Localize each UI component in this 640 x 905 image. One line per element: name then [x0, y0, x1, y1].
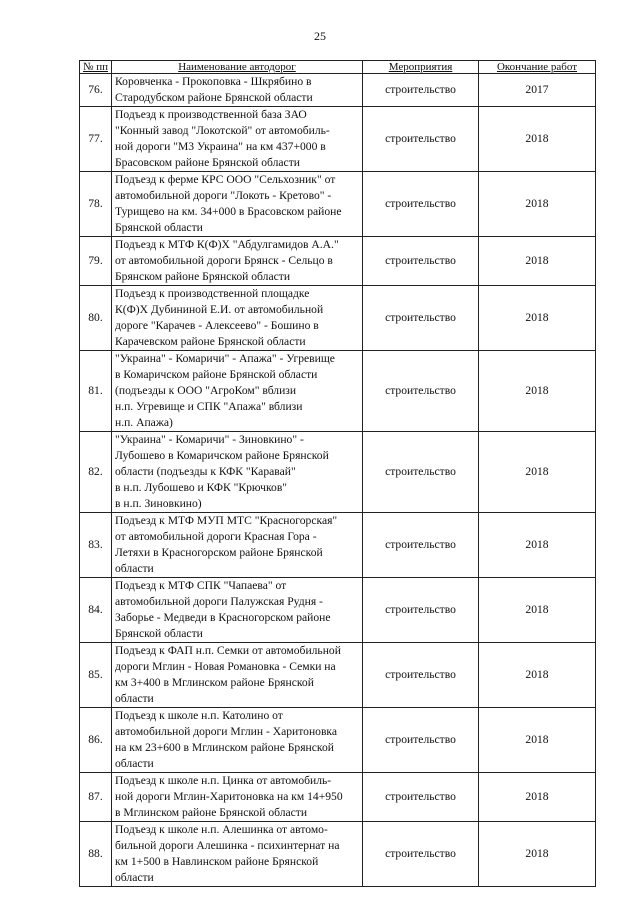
road-name-line: Брянской области [115, 221, 203, 234]
road-name [112, 708, 363, 773]
completion-year: 2018 [479, 578, 596, 643]
road-name-line: автомобильной дороги "Локоть - Кретово" - [115, 189, 332, 202]
row-number: 76. [80, 74, 112, 107]
completion-year: 2018 [479, 107, 596, 172]
road-name-line: Подъезд к МТФ МУП МТС "Красногорская" [115, 514, 338, 527]
row-number: 77. [80, 107, 112, 172]
road-name-line: в н.п. Лубошево и КФК "Крючков" [115, 481, 288, 494]
activity: строительство [363, 237, 479, 286]
activity: строительство [363, 643, 479, 708]
road-name-line: в Мглинском районе Брянской области [115, 806, 308, 819]
row-number: 88. [80, 822, 112, 887]
road-name [112, 822, 363, 887]
table-row [80, 107, 596, 172]
road-name-line: Подъезд к МТФ СПК "Чапаева" от [115, 579, 287, 592]
road-name-line: области (подъезды к КФК "Каравай" [115, 465, 296, 478]
road-name-line: на км 23+600 в Мглинском районе Брянской [115, 741, 334, 754]
road-name-line: "Украина" - Комаричи" - Зиновкино" - [115, 433, 304, 446]
row-number: 87. [80, 773, 112, 822]
road-name-line: Подъезд к школе н.п. Цинка от автомобиль- [115, 774, 332, 787]
road-name [112, 773, 363, 822]
row-number: 81. [80, 351, 112, 432]
row-number: 86. [80, 708, 112, 773]
road-name-line: (подъезды к ООО "АгроКом" вблизи [115, 384, 297, 397]
activity: строительство [363, 578, 479, 643]
header-end: Окончание работ [479, 61, 596, 74]
road-name [112, 513, 363, 578]
activity: строительство [363, 107, 479, 172]
road-name-line: Коровченка - Прокоповка - Шкрябино в [115, 75, 312, 88]
road-name [112, 578, 363, 643]
road-name-line: в Комаричском районе Брянской области [115, 368, 318, 381]
road-name-line: Подъезд к МТФ К(Ф)Х "Абдулгамидов А.А." [115, 238, 339, 251]
road-name-line: К(Ф)Х Дубининой Е.И. от автомобильной [115, 303, 324, 316]
road-name-line: в н.п. Зиновкино) [115, 497, 202, 510]
completion-year: 2018 [479, 432, 596, 513]
header-name: Наименование автодорог [112, 61, 363, 74]
road-name-line: Заборье - Медведи в Красногорском районе [115, 611, 331, 624]
table-row [80, 351, 596, 432]
completion-year: 2018 [479, 237, 596, 286]
road-name-line: "Украина" - Комаричи" - Апажа" - Угревище [115, 352, 335, 365]
table-row [80, 708, 596, 773]
road-name-line: от автомобильной дороги Брянск - Сельцо в [115, 254, 333, 267]
table-row [80, 578, 596, 643]
road-name-line: н.п. Апажа) [115, 416, 173, 429]
road-name-line: н.п. Угревище и СПК "Апажа" вблизи [115, 400, 303, 413]
activity: строительство [363, 432, 479, 513]
table-header-row [80, 61, 596, 74]
road-name [112, 432, 363, 513]
road-name-line: Подъезд к школе н.п. Католино от [115, 709, 283, 722]
road-name-line: Стародубском районе Брянской области [115, 91, 313, 104]
activity: строительство [363, 172, 479, 237]
completion-year: 2018 [479, 351, 596, 432]
road-name-line: области [115, 692, 154, 705]
road-name-line: Подъезд к ФАП н.п. Семки от автомобильной [115, 644, 341, 657]
table-row [80, 513, 596, 578]
road-name-line: "Конный завод "Локотской" от автомобиль- [115, 124, 330, 137]
road-name-line: Брасовском районе Брянской области [115, 156, 300, 169]
table-row [80, 773, 596, 822]
activity: строительство [363, 773, 479, 822]
road-name-line: области [115, 871, 154, 884]
road-name-line: ной дороги Мглин-Харитоновка на км 14+950 [115, 790, 343, 803]
completion-year: 2018 [479, 286, 596, 351]
road-name-line: автомобильной дороги Мглин - Харитоновка [115, 725, 338, 738]
row-number: 79. [80, 237, 112, 286]
road-name-line: км 1+500 в Навлинском районе Брянской [115, 855, 319, 868]
road-name-line: автомобильной дороги Палужская Рудня - [115, 595, 323, 608]
road-name-line: Турищево на км. 34+000 в Брасовском районе [115, 205, 342, 218]
road-name-line: ной дороги "М3 Украина" на км 437+000 в [115, 140, 326, 153]
road-name-line: дороге "Карачев - Алексеево" - Бошино в [115, 319, 319, 332]
row-number: 78. [80, 172, 112, 237]
road-name [112, 74, 363, 107]
table-row [80, 237, 596, 286]
table-row [80, 643, 596, 708]
activity: строительство [363, 822, 479, 887]
road-name-line: области [115, 562, 154, 575]
road-name-line: дороги Мглин - Новая Романовка - Семки на [115, 660, 336, 673]
road-name [112, 286, 363, 351]
row-number: 84. [80, 578, 112, 643]
road-name [112, 172, 363, 237]
table-row [80, 432, 596, 513]
table-row [80, 74, 596, 107]
table-row [80, 286, 596, 351]
road-name-line: Брянском районе Брянской области [115, 270, 291, 283]
road-name-line: Подъезд к производственной база ЗАО [115, 108, 307, 121]
completion-year: 2018 [479, 172, 596, 237]
table-row [80, 822, 596, 887]
header-action: Мероприятия [363, 61, 479, 74]
completion-year: 2018 [479, 513, 596, 578]
road-name-line: бильной дороги Алешинка - психинтернат на [115, 839, 340, 852]
activity: строительство [363, 74, 479, 107]
road-name-line: Брянской области [115, 627, 203, 640]
road-name-line: Летяхи в Красногорском районе Брянской [115, 546, 323, 559]
road-name-line: Подъезд к школе н.п. Алешинка от автомо- [115, 823, 328, 836]
activity: строительство [363, 351, 479, 432]
row-number: 82. [80, 432, 112, 513]
road-name [112, 237, 363, 286]
road-name [112, 107, 363, 172]
road-name-line: Подъезд к производственной площадке [115, 287, 310, 300]
road-name [112, 351, 363, 432]
completion-year: 2018 [479, 773, 596, 822]
road-name-line: от автомобильной дороги Красная Гора - [115, 530, 317, 543]
activity: строительство [363, 513, 479, 578]
page-number: 25 [314, 29, 326, 43]
road-name-line: Подъезд к ферме КРС ООО "Сельхозник" от [115, 173, 336, 186]
activity: строительство [363, 286, 479, 351]
row-number: 85. [80, 643, 112, 708]
row-number: 83. [80, 513, 112, 578]
road-name [112, 643, 363, 708]
roads-table [79, 60, 596, 887]
completion-year: 2018 [479, 822, 596, 887]
road-name-line: Карачевском районе Брянской области [115, 335, 306, 348]
row-number: 80. [80, 286, 112, 351]
road-name-line: км 3+400 в Мглинском районе Брянской [115, 676, 314, 689]
activity: строительство [363, 708, 479, 773]
table-row [80, 172, 596, 237]
completion-year: 2018 [479, 708, 596, 773]
road-name-line: Лубошево в Комаричском районе Брянской [115, 449, 329, 462]
completion-year: 2017 [479, 74, 596, 107]
header-num: № пп [80, 61, 112, 74]
road-name-line: области [115, 757, 154, 770]
completion-year: 2018 [479, 643, 596, 708]
